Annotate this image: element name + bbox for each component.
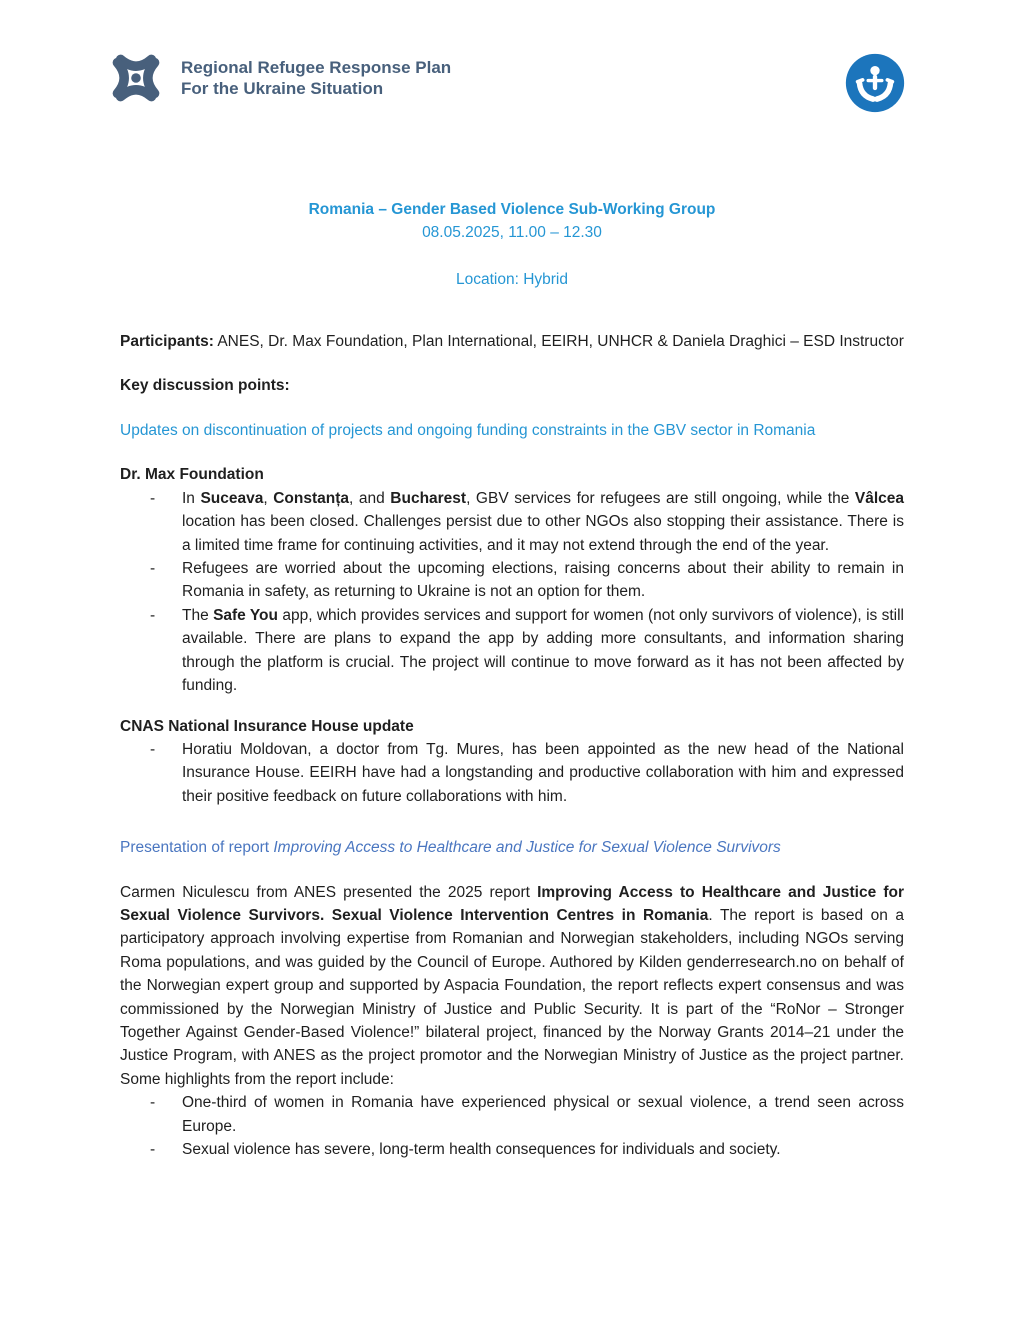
report-bullet-onethird	[120, 1091, 904, 1138]
bullet-marker: -	[150, 606, 156, 624]
cnas-heading: CNAS National Insurance House update	[120, 717, 414, 735]
bold-text-segment: Bucharest	[390, 489, 467, 507]
text-segment: , and	[349, 489, 391, 507]
rrrp-pinwheel-icon	[100, 46, 172, 110]
report-bullet-consequences	[120, 1138, 904, 1161]
drmax-bullet-elections	[120, 557, 904, 604]
section-heading-report	[120, 836, 904, 859]
bullet-text: Horatiu Moldovan, a doctor from Tg. Mures, has been appointed as the new head of the National Insurance House. EEIRH have had a longstanding and productive collaboration with him and expressed their positive feedback on future collaborations with him.	[182, 740, 904, 805]
bullet-marker: -	[150, 560, 156, 578]
bullet-marker: -	[150, 489, 156, 507]
cnas-bullet	[120, 738, 904, 808]
protection-hands-icon	[844, 52, 906, 114]
meeting-location: Location: Hybrid	[455, 270, 568, 288]
bullet-text	[182, 487, 904, 557]
bold-text-segment: Suceava	[200, 489, 264, 507]
bullet-text	[182, 604, 904, 698]
bold-text-segment: Safe You	[213, 606, 278, 624]
text-segment: Carmen Niculescu from ANES presented the 2025 report	[120, 883, 538, 901]
meeting-title: Romania – Gender Based Violence Sub-Working Group	[308, 201, 716, 218]
text-segment: The	[182, 606, 214, 624]
document-body	[120, 198, 904, 1161]
bullet-marker: -	[150, 1141, 156, 1158]
participants-label: Participants:	[120, 333, 214, 351]
participants-line	[120, 330, 904, 353]
report-heading-title: Improving Access to Healthcare and Justice for Sexual Violence Survivors	[273, 839, 781, 857]
text-segment: location has been closed. Challenges persist due to other NGOs also stopping their assistance. There is a limited time frame for continuing activities, and it may not extend through the end of the year.	[182, 513, 904, 554]
bullet-text: One-third of women in Romania have experienced physical or sexual violence, a trend seen across Europe.	[182, 1094, 904, 1135]
key-points-label: Key discussion points:	[120, 376, 290, 394]
text-segment: app, which provides services and support for women (not only survivors of violence), is still available. There are plans to expand the app by adding more consultants, and information sharing through the platform is crucial. The project will continue to move forward as it has not been affected by funding.	[182, 606, 904, 695]
bullet-text: Refugees are worried about the upcoming elections, raising concerns about their ability to remain in Romania in safety, as returning to Ukraine is not an option for them.	[182, 560, 904, 601]
participants-value: ANES, Dr. Max Foundation, Plan International, EEIRH, UNHCR & Daniela Draghici – ESD Instructor	[213, 333, 904, 351]
logo-subtitle: For the Ukraine Situation	[181, 79, 384, 98]
logo-wordmark	[181, 57, 451, 99]
meeting-datetime: 08.05.2025, 11.00 – 12.30	[422, 224, 602, 242]
text-segment: . The report is based on a participatory approach involving expertise from Romanian and Norwegian stakeholders, including NGOs serving Roma populations, and was guided by the Council of Europe. Authored by Kilden genderresearch.no on behalf of the Norwegian expert group and supported by Aspacia Foundation, the report reflects expert consensus and was commissioned by the Norwegian Ministry of Justice and Public Security. It is part of the “RoNor – Stronger Together Against Gender-Based Violence!” bilateral project, financed by the Norway Grants 2014–21 under the Justice Program, with ANES as the project promotor and the Norwegian Ministry of Justice as the project partner. Some highlights from the report include:	[120, 906, 904, 1088]
logo-title: Regional Refugee Response Plan	[181, 58, 452, 77]
text-segment: In	[182, 489, 201, 507]
drmax-bullet-safeyou	[120, 604, 904, 698]
letterhead	[100, 46, 906, 114]
drmax-heading: Dr. Max Foundation	[120, 466, 264, 484]
drmax-bullet-locations	[120, 487, 904, 557]
bold-text-segment: Vâlcea	[854, 489, 904, 507]
section-heading-updates: Updates on discontinuation of projects and ongoing funding constraints in the GBV sector in Romania	[120, 422, 816, 440]
bullet-text: Sexual violence has severe, long-term health consequences for individuals and society.	[182, 1141, 781, 1158]
text-segment: ,	[263, 489, 274, 507]
report-paragraph	[120, 881, 904, 1092]
text-segment: , GBV services for refugees are still ongoing, while the	[466, 489, 855, 507]
rrrp-logo	[100, 46, 451, 110]
bold-text-segment: Improving Access to Healthcare and Justice for Sexual Violence Survivors. Sexual Violence Intervention Centres in Romania	[120, 883, 904, 924]
bullet-marker: -	[150, 740, 156, 758]
report-heading-prefix: Presentation of report	[120, 839, 274, 857]
bullet-marker: -	[150, 1094, 156, 1112]
bold-text-segment: Constanța	[273, 489, 350, 507]
